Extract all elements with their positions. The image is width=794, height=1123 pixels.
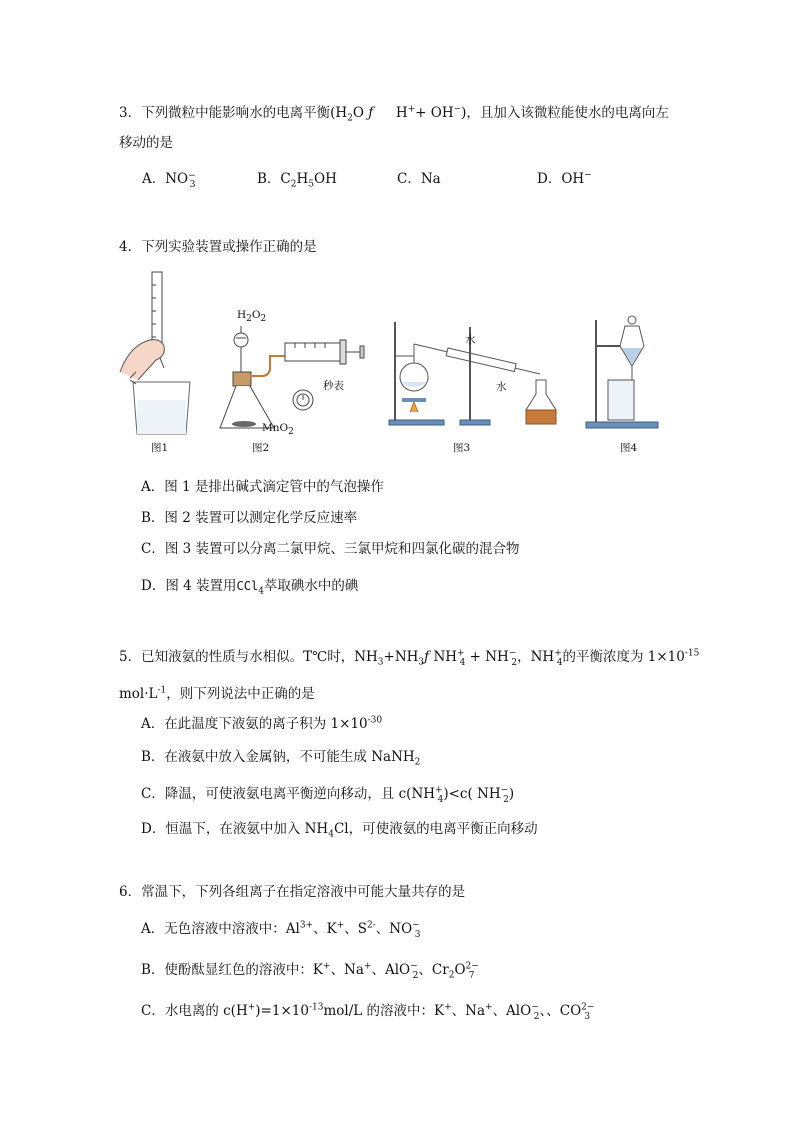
water-out-label: 水 xyxy=(496,381,507,393)
q6-option-c: C．水电离的 $c(H^+)=1\times 10^{-13}mol/L$ 的溶液中：K+、Na+、AlO−$_2$、、$CO^{2-}_3$ xyxy=(141,1002,595,1022)
q5-option-d: D．恒温下，在液氨中加入 $NH_4Cl$，可使液氨的电离平衡正向移动 xyxy=(141,821,538,840)
fig3-caption: 图3 xyxy=(453,442,471,454)
q6-option-a: A．无色溶液中溶液中：$Al^{3+}$、K+、$S^{2-}$、$NO^-_3$ xyxy=(141,920,421,940)
q5-stem: 5．已知液氨的性质与水相似。T℃时，$NH_3+NH_3ƒ$ $NH^+_4 + NH^-_2$，$NH^+_4$的平衡浓度为 $1\times 10^{-15}$ xyxy=(119,648,700,668)
q3-option-b: B．$C_2H_5OH$ xyxy=(257,171,337,190)
q4-option-c: C．图 3 装置可以分离二氯甲烷、三氯甲烷和四氯化碳的混合物 xyxy=(141,541,520,557)
h2o2-label: $H_2O_2$ xyxy=(237,309,267,325)
q3-option-d: D．OH− xyxy=(537,170,592,187)
q4-option-a: A．图 1 是排出碱式滴定管中的气泡操作 xyxy=(141,479,384,495)
q3-option-c: C．Na xyxy=(397,171,441,187)
q5-stem-line2: $mol\cdot L^{-1}$，则下列说法中正确的是 xyxy=(119,685,315,702)
figure-2-flask-syringe xyxy=(220,326,364,428)
q6-option-b: B．使酚酞显红色的溶液中：K+、Na+、AlO−$_2$、$Cr_2O^{2-}_7$ xyxy=(141,961,479,981)
water-in-label: 水 xyxy=(465,334,476,346)
q4-option-d: D．图 4 装置用CCl$_4$萃取碘水中的碘 xyxy=(141,578,359,597)
fig1-caption: 图1 xyxy=(151,442,169,454)
mno2-label: MnO$_2$ xyxy=(262,422,294,438)
q5-option-a: A．在此温度下液氨的离子积为 $1\times 10^{-30}$ xyxy=(141,715,383,732)
q3-option-a: A．$NO^-_3$ xyxy=(142,170,196,190)
figure-4-separatory-funnel xyxy=(586,316,658,428)
q6-stem: 6．常温下，下列各组离子在指定溶液中可能大量共存的是 xyxy=(119,884,466,900)
fig2-caption: 图2 xyxy=(252,442,270,454)
figure-1-burette xyxy=(120,272,190,434)
q4-option-b: B．图 2 装置可以测定化学反应速率 xyxy=(141,510,358,526)
q3-stem-line2: 移动的是 xyxy=(119,135,173,151)
q4-stem: 4．下列实验装置或操作正确的是 xyxy=(119,239,317,255)
q3-stem: 3．下列微粒中能影响水的电离平衡($H_2O$ ƒ H++ OH−)，且加入该微粒能使水的电离向左 xyxy=(119,104,669,124)
stopwatch-label: 秒表 xyxy=(323,380,344,392)
q5-option-b: B．在液氨中放入金属钠，不可能生成 NaNH$_2$ xyxy=(141,749,421,768)
fig4-caption: 图4 xyxy=(620,442,638,454)
q5-option-c: C．降温，可使液氨电离平衡逆向移动，且 $c(NH^+_4)<c$( $NH^-_2$) xyxy=(141,785,515,805)
